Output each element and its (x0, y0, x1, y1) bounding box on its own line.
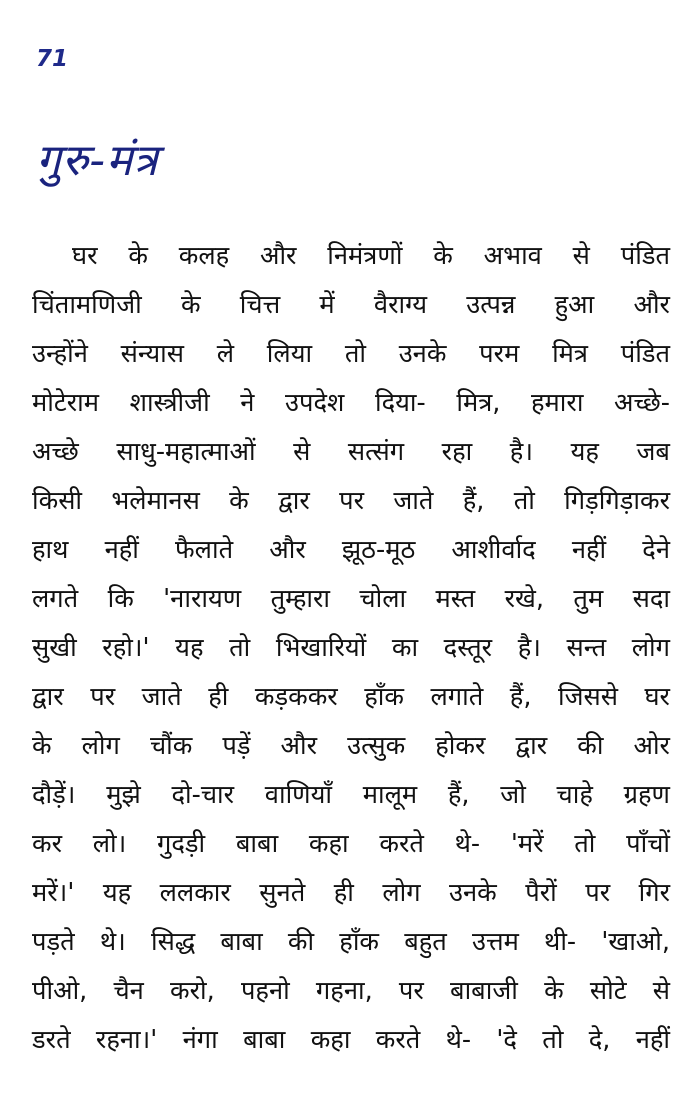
text-line: के लोग चौंक पड़ें और उत्सुक होकर द्वार की ओर (32, 731, 670, 761)
text-line: घर के कलह और निमंत्रणों के अभाव से पंडित (72, 241, 670, 271)
text-line: चिंतामणिजी के चित्त में वैराग्य उत्पन्न हुआ और (32, 290, 670, 320)
text-line: द्वार पर जाते ही कड़ककर हाँक लगाते हैं, जिससे घर (32, 682, 670, 712)
text-line: पड़ते थे। सिद्ध बाबा की हाँक बहुत उत्तम थी- 'खाओ, (32, 927, 670, 957)
text-line: उन्होंने संन्यास ले लिया तो उनके परम मित्र पंडित (32, 339, 670, 369)
text-line: लगते कि 'नारायण तुम्हारा चोला मस्त रखे, तुम सदा (32, 584, 670, 614)
text-line: सुखी रहो।' यह तो भिखारियों का दस्तूर है। सन्त लोग (32, 633, 670, 663)
text-line: मरें।' यह ललकार सुनते ही लोग उनके पैरों पर गिर (32, 878, 670, 908)
text-line: डरते रहना।' नंगा बाबा कहा करते थे- 'दे तो दे, नहीं (32, 1025, 670, 1055)
chapter-title: गुरु-मंत्र (36, 135, 159, 186)
text-line: पीओ, चैन करो, पहनो गहना, पर बाबाजी के सोटे से (32, 976, 670, 1006)
page-number: 71 (36, 46, 69, 72)
text-line: किसी भलेमानस के द्वार पर जाते हैं, तो गिड़गिड़ाकर (32, 486, 670, 516)
text-line: मोटेराम शास्त्रीजी ने उपदेश दिया- मित्र, हमारा अच्छे- (32, 388, 670, 418)
text-line: दौड़ें। मुझे दो-चार वाणियाँ मालूम हैं, जो चाहे ग्रहण (32, 780, 670, 810)
body-paragraph (32, 232, 670, 1065)
text-line: हाथ नहीं फैलाते और झूठ-मूठ आशीर्वाद नहीं देने (32, 535, 670, 565)
text-line: अच्छे साधु-महात्माओं से सत्संग रहा है। यह जब (32, 437, 670, 467)
text-line: कर लो। गुदड़ी बाबा कहा करते थे- 'मरें तो पाँचों (32, 829, 670, 859)
